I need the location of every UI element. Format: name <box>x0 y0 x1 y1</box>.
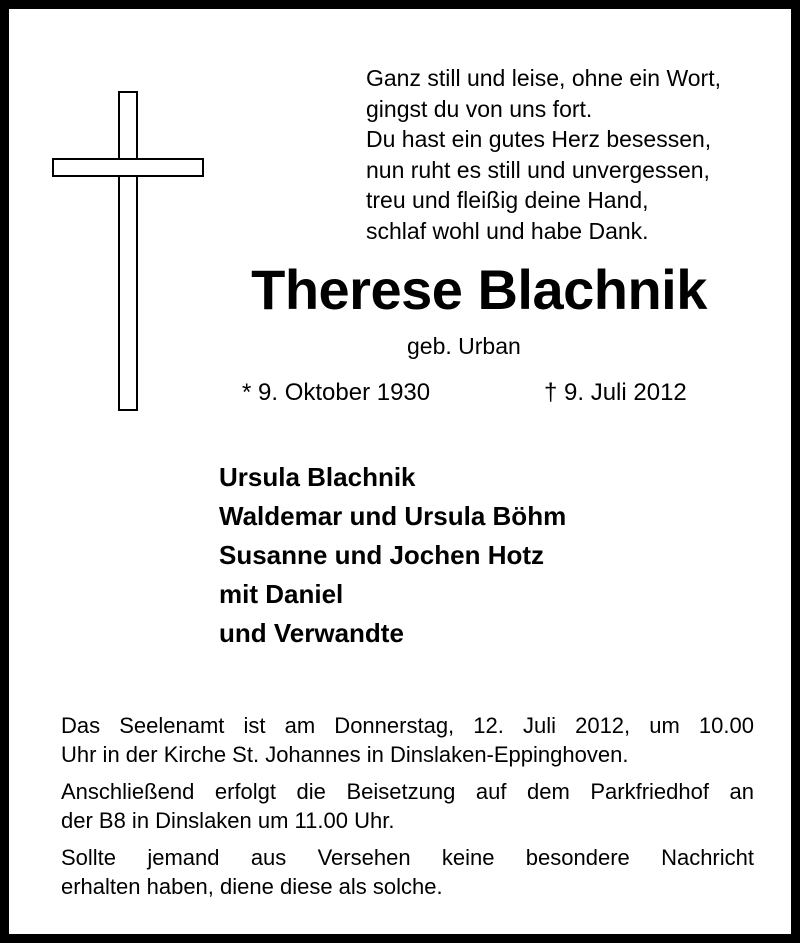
death-date: † 9. Juli 2012 <box>544 379 687 406</box>
mourner: und Verwandte <box>219 618 404 648</box>
service-paragraph <box>61 711 754 769</box>
maiden-name: geb. Urban <box>407 333 521 359</box>
service-line: Das Seelenamt ist am Donnerstag, 12. Juli 2012, um 10.00 <box>61 713 754 738</box>
poem-line: schlaf wohl und habe Dank. <box>366 217 649 244</box>
cross-icon <box>52 91 204 411</box>
mourner: Waldemar und Ursula Böhm <box>219 501 567 531</box>
burial-paragraph <box>61 777 754 835</box>
notice-paragraph <box>61 843 754 901</box>
mourner: mit Daniel <box>219 579 344 609</box>
mourner: Ursula Blachnik <box>219 462 416 492</box>
mourners-list <box>219 458 566 653</box>
poem-line: nun ruht es still und unvergessen, <box>366 156 710 183</box>
service-info <box>61 711 754 909</box>
mourner: Susanne und Jochen Hotz <box>219 540 545 570</box>
service-line: Uhr in der Kirche St. Johannes in Dinslaken-Eppinghoven. <box>61 742 629 767</box>
poem-line: Ganz still und leise, ohne ein Wort, <box>366 65 721 91</box>
notice-line: erhalten haben, diene diese als solche. <box>61 874 443 899</box>
poem-line: Du hast ein gutes Herz besessen, <box>366 126 712 152</box>
burial-line: der B8 in Dinslaken um 11.00 Uhr. <box>61 808 395 833</box>
burial-line: Anschließend erfolgt die Beisetzung auf dem Parkfriedhof an <box>61 779 754 804</box>
poem-line: gingst du von uns fort. <box>366 95 593 122</box>
deceased-name: Therese Blachnik <box>251 258 707 321</box>
poem <box>366 63 721 246</box>
birth-date: * 9. Oktober 1930 <box>242 379 431 406</box>
notice-line: Sollte jemand aus Versehen keine besondere Nachricht <box>61 845 754 870</box>
poem-line: treu und fleißig deine Hand, <box>366 187 649 213</box>
